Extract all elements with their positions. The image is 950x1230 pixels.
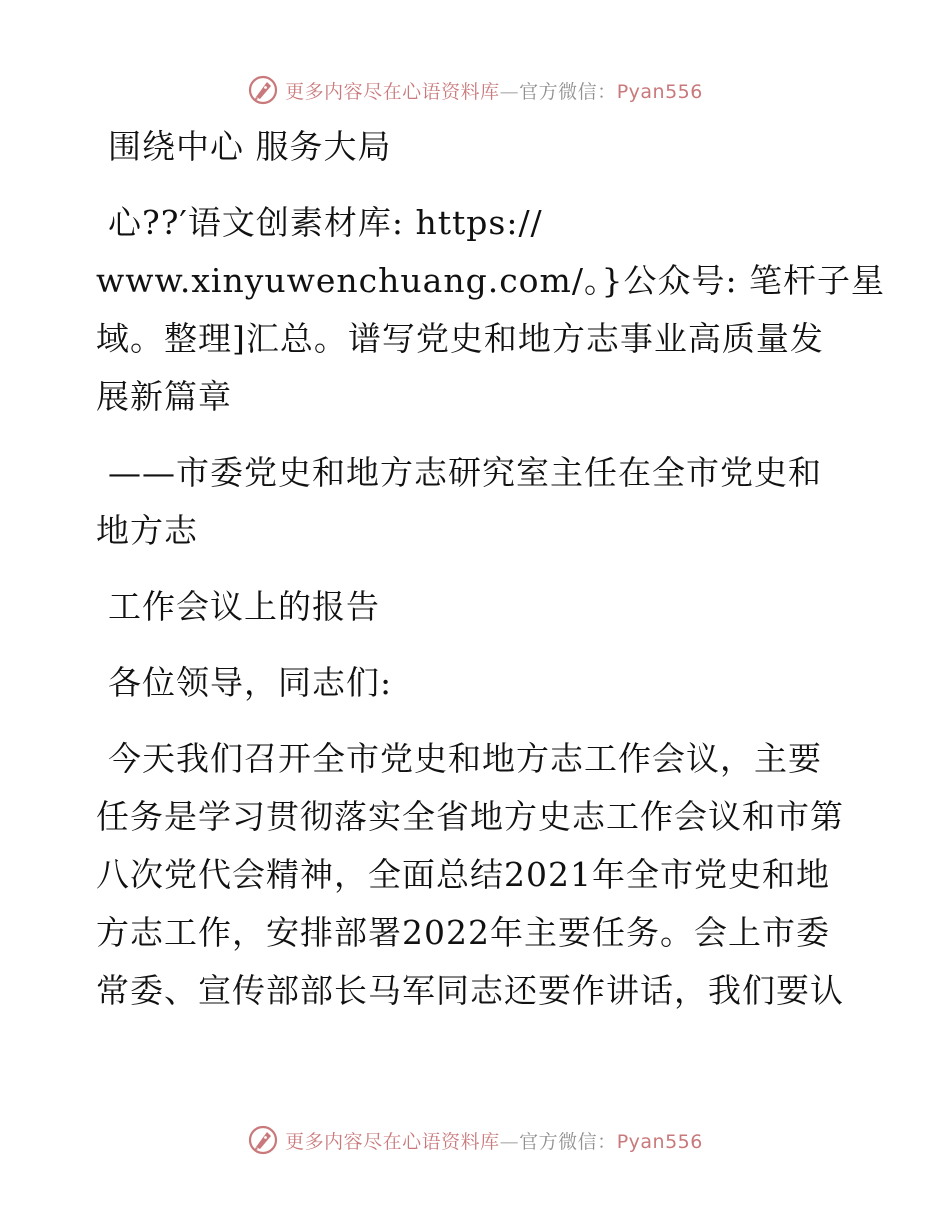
subtitle-line: 地方志 (96, 511, 198, 550)
headline-line: 展新篇章 (96, 377, 232, 416)
subtitle-line: 工作会议上的报告 (108, 587, 380, 626)
headline-line: 域。整理]汇总。谱写党史和地方志事业高质量发 (96, 319, 824, 358)
document-body (96, 118, 886, 1020)
source-line: www.xinyuwenchuang.com/。}公众号: 笔杆子星 (96, 261, 886, 300)
paragraph-line: 常委、宣传部部长马军同志还要作讲话，我们要认 (96, 971, 844, 1010)
header-banner (0, 70, 950, 110)
footer-banner (0, 1120, 950, 1160)
pen-nib-seal-icon (247, 74, 279, 106)
paragraph-line: 今天我们召开全市党史和地方志工作会议，主要 (108, 739, 822, 778)
paragraph-line: 任务是学习贯彻落实全省地方史志工作会议和市第 (96, 797, 844, 836)
paragraph-line: 方志工作，安排部署2022年主要任务。会上市委 (96, 913, 830, 952)
pen-nib-seal-icon (247, 1124, 279, 1156)
salutation: 各位领导，同志们: (108, 663, 393, 702)
banner-text: 更多内容尽在心语资料库—官方微信：Pyan556 (285, 1130, 703, 1153)
source-line: 心??′语文创素材库: https:// (108, 203, 543, 242)
document-title: 围绕中心 服务大局 (108, 127, 392, 166)
banner-text: 更多内容尽在心语资料库—官方微信：Pyan556 (285, 80, 703, 103)
subtitle-line: ——市委党史和地方志研究室主任在全市党史和 (108, 453, 822, 492)
paragraph-line: 八次党代会精神，全面总结2021年全市党史和地 (96, 855, 830, 894)
